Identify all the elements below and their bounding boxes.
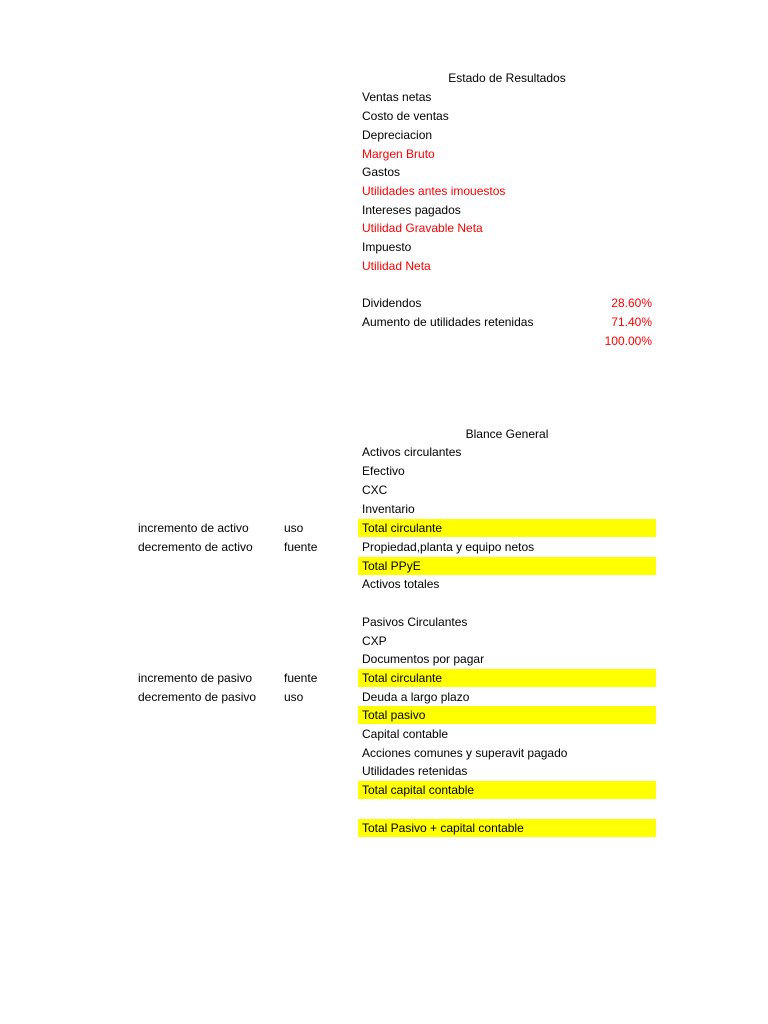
income-row-utilidad-gravable: Utilidad Gravable Neta xyxy=(362,221,483,235)
balance-row-documentos-por-pagar: Documentos por pagar xyxy=(362,652,485,666)
balance-row-inventario: Inventario xyxy=(362,502,415,516)
balance-row-deuda-largo-plazo: Deuda a largo plazo xyxy=(362,690,470,704)
balance-row-capital-contable: Capital contable xyxy=(362,727,449,741)
income-row-ventas-netas: Ventas netas xyxy=(362,90,432,104)
income-row-utilidad-neta: Utilidad Neta xyxy=(362,259,431,273)
rule-type-incremento-activo: uso xyxy=(284,521,304,535)
rule-desc-decremento-pasivo: decremento de pasivo xyxy=(138,690,257,704)
balance-row-activos-totales: Activos totales xyxy=(362,577,440,591)
rule-type-incremento-pasivo: fuente xyxy=(284,671,318,685)
retenidas-value: 71.40% xyxy=(611,315,652,329)
rule-desc-decremento-activo: decremento de activo xyxy=(138,540,253,554)
income-row-impuesto: Impuesto xyxy=(362,240,412,254)
balance-row-total-pasivo-capital: Total Pasivo + capital contable xyxy=(358,819,656,837)
balance-row-efectivo: Efectivo xyxy=(362,464,405,478)
rule-type-decremento-pasivo: uso xyxy=(284,690,304,704)
income-row-gastos: Gastos xyxy=(362,165,401,179)
rule-type-decremento-activo: fuente xyxy=(284,540,318,554)
income-row-costo-ventas: Costo de ventas xyxy=(362,109,449,123)
balance-row-total-ppye: Total PPyE xyxy=(358,557,656,575)
rule-desc-incremento-pasivo: incremento de pasivo xyxy=(138,671,253,685)
balance-row-total-circulante-pasivo: Total circulante xyxy=(358,669,656,687)
balance-row-total-pasivo: Total pasivo xyxy=(358,706,656,724)
income-row-utilidades-antes-impuestos: Utilidades antes imouestos xyxy=(362,184,506,198)
balance-row-activos-circulantes: Activos circulantes xyxy=(362,445,462,459)
rule-desc-incremento-activo: incremento de activo xyxy=(138,521,249,535)
balance-row-acciones-comunes: Acciones comunes y superavit pagado xyxy=(362,746,568,760)
dividendos-value: 28.60% xyxy=(611,296,652,310)
balance-row-cxp: CXP xyxy=(362,634,387,648)
dividendos-label: Dividendos xyxy=(362,296,422,310)
income-row-depreciacion: Depreciacion xyxy=(362,128,433,142)
balance-row-ppye-netos: Propiedad,planta y equipo netos xyxy=(362,540,535,554)
income-row-intereses-pagados: Intereses pagados xyxy=(362,203,461,217)
income-statement-title: Estado de Resultados xyxy=(448,71,566,85)
balance-row-pasivos-circulantes: Pasivos Circulantes xyxy=(362,615,468,629)
total-percent-value: 100.00% xyxy=(604,334,652,348)
balance-row-total-circulante-activo: Total circulante xyxy=(358,519,656,537)
balance-row-cxc: CXC xyxy=(362,483,388,497)
balance-sheet-title: Blance General xyxy=(465,427,549,441)
income-row-utilidades-retenidas xyxy=(358,313,656,331)
retenidas-label: Aumento de utilidades retenidas xyxy=(362,315,534,329)
balance-row-utilidades-retenidas: Utilidades retenidas xyxy=(362,764,468,778)
income-row-margen-bruto: Margen Bruto xyxy=(362,147,435,161)
income-row-dividendos xyxy=(358,294,656,312)
income-row-total-percent xyxy=(358,332,656,350)
balance-row-total-capital-contable: Total capital contable xyxy=(358,781,656,799)
